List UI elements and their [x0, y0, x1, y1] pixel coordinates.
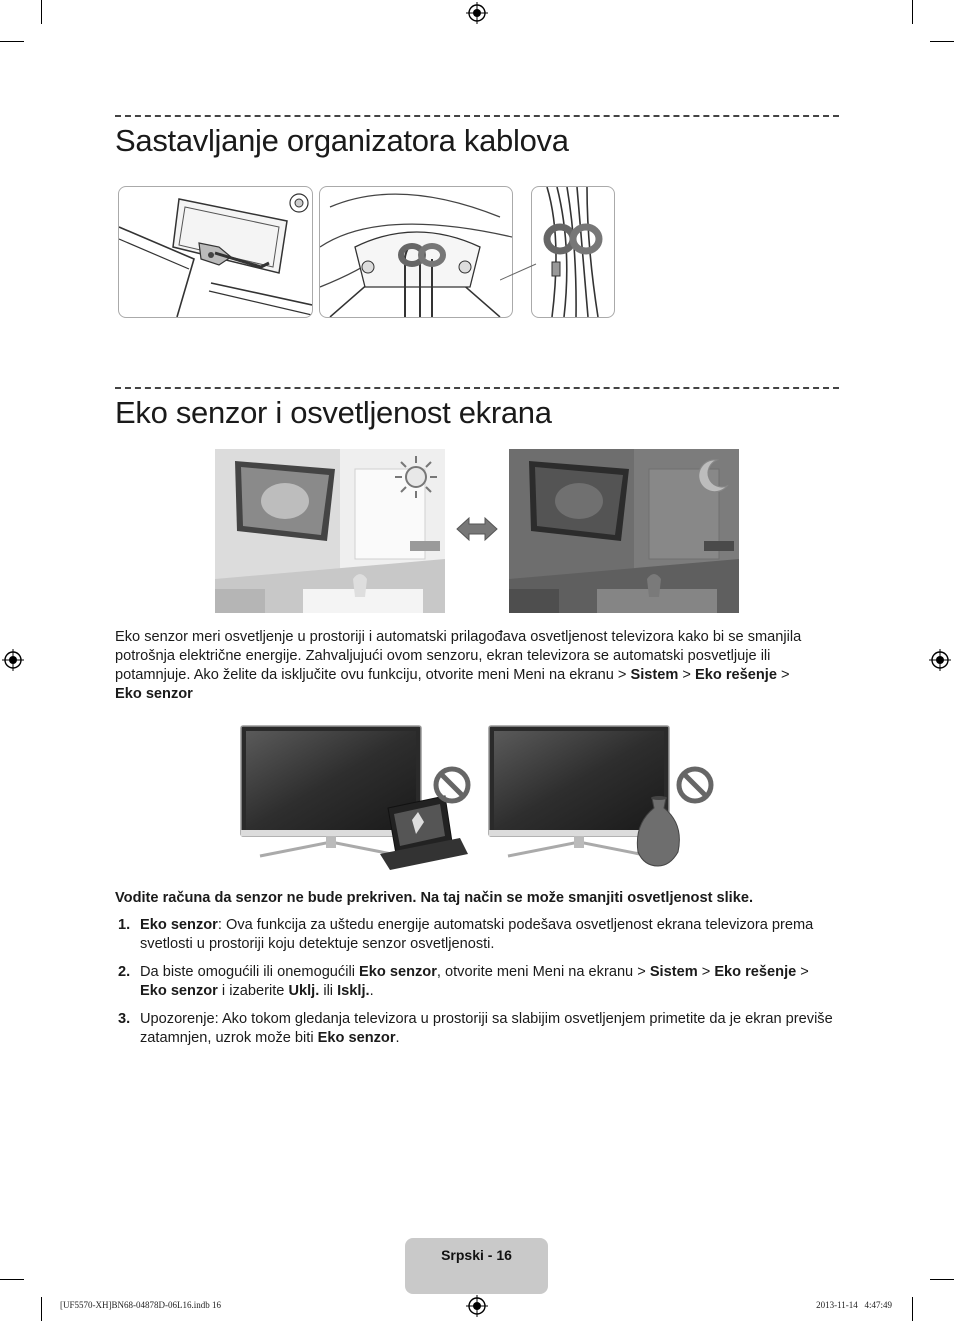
- print-timestamp: 2013-11-14 4:47:49: [816, 1300, 892, 1310]
- list-item: [115, 916, 839, 954]
- list-text: , otvorite meni Meni na ekranu >: [436, 964, 650, 980]
- menu-path-eko-resenje: Eko rešenje: [695, 667, 777, 683]
- list-term: Eko senzor: [317, 1030, 396, 1046]
- section-divider: [115, 387, 839, 389]
- crop-mark: [912, 0, 913, 24]
- tv-blocked-by-vase-image: [488, 724, 688, 870]
- moon-icon: [691, 456, 731, 496]
- list-text: : Ova funkcija za uštedu energije automatski podešava osvetljenost ekrana televizora prema svetlosti u prostoriji koju detektuje senzor osvetljenosti.: [140, 917, 814, 952]
- crop-mark: [930, 1279, 954, 1280]
- list-term: Isklj.: [337, 983, 370, 999]
- crop-mark: [41, 0, 42, 24]
- registration-mark-icon: [2, 649, 24, 671]
- crop-mark: [912, 1297, 913, 1321]
- list-term: Sistem: [649, 964, 698, 980]
- list-text: Upozorenje: Ako tokom gledanja televizora u prostoriji sa slabijim osvetljenjem primetite da je ekran previše zatamnjen, uzrok može biti: [140, 1011, 833, 1046]
- sensor-warning: Vodite računa da senzor ne bude prekriven. Na taj način se može smanjiti osvetljenost slike.: [115, 890, 754, 906]
- prohibited-icon: [675, 765, 715, 805]
- crop-mark: [0, 1279, 24, 1280]
- eco-sensor-list: [115, 916, 839, 1057]
- crop-mark: [41, 1297, 42, 1321]
- page-number: Srpski - 16: [441, 1247, 512, 1263]
- cable-illustration-stand: [118, 186, 313, 318]
- double-arrow-icon: [455, 515, 499, 543]
- registration-mark-icon: [466, 1295, 488, 1317]
- list-item: [115, 963, 839, 1001]
- list-number: 1.: [118, 917, 131, 933]
- list-text: Da biste omogućili ili onemogućili: [140, 964, 360, 980]
- list-term: Eko senzor: [140, 917, 218, 933]
- list-term: Eko rešenje: [714, 964, 797, 980]
- section-title-eco-sensor: Eko senzor i osvetljenost ekrana: [115, 395, 552, 430]
- list-text: .: [395, 1030, 400, 1046]
- cable-illustration-detail: [531, 186, 615, 318]
- registration-mark-icon: [929, 649, 951, 671]
- crop-mark: [930, 41, 954, 42]
- list-text: i izaberite: [217, 983, 289, 999]
- section-divider: [115, 115, 839, 117]
- connector-line: [500, 240, 540, 290]
- intro-text: Eko senzor meri osvetljenje u prostoriji i automatski prilagođava osvetljenost televizora kako bi se smanjila potrošnja električne energije. Zahvaljujući ovom senzoru, ekran televizora se automatski posvetljuje ili potamnjuje. Ako želite da isključite ovu funkciju, otvorite meni Meni na ekranu >: [115, 629, 802, 683]
- eco-sensor-intro: [115, 628, 839, 704]
- list-term: Eko senzor: [140, 983, 218, 999]
- list-text: >: [697, 964, 715, 980]
- cable-illustration-holder: [319, 186, 513, 318]
- crop-mark: [0, 41, 24, 42]
- menu-path-separator: >: [678, 667, 696, 683]
- list-term: Uklj.: [288, 983, 320, 999]
- file-info: [UF5570-XH]BN68-04878D-06L16.indb 16: [60, 1300, 221, 1310]
- list-text: .: [369, 983, 374, 999]
- list-number: 3.: [118, 1011, 131, 1027]
- list-item: [115, 1010, 839, 1048]
- menu-path-eko-senzor: Eko senzor: [115, 686, 193, 702]
- prohibited-icon: [432, 765, 472, 805]
- list-number: 2.: [118, 964, 131, 980]
- list-term: Eko senzor: [359, 964, 437, 980]
- page-number-tab: [405, 1238, 548, 1294]
- sun-icon: [393, 454, 439, 500]
- menu-path-sistem: Sistem: [630, 667, 679, 683]
- registration-mark-icon: [466, 2, 488, 24]
- menu-path-separator: >: [776, 667, 790, 683]
- list-text: >: [796, 964, 809, 980]
- list-text: ili: [319, 983, 338, 999]
- section-title-cable-organizer: Sastavljanje organizatora kablova: [115, 123, 569, 158]
